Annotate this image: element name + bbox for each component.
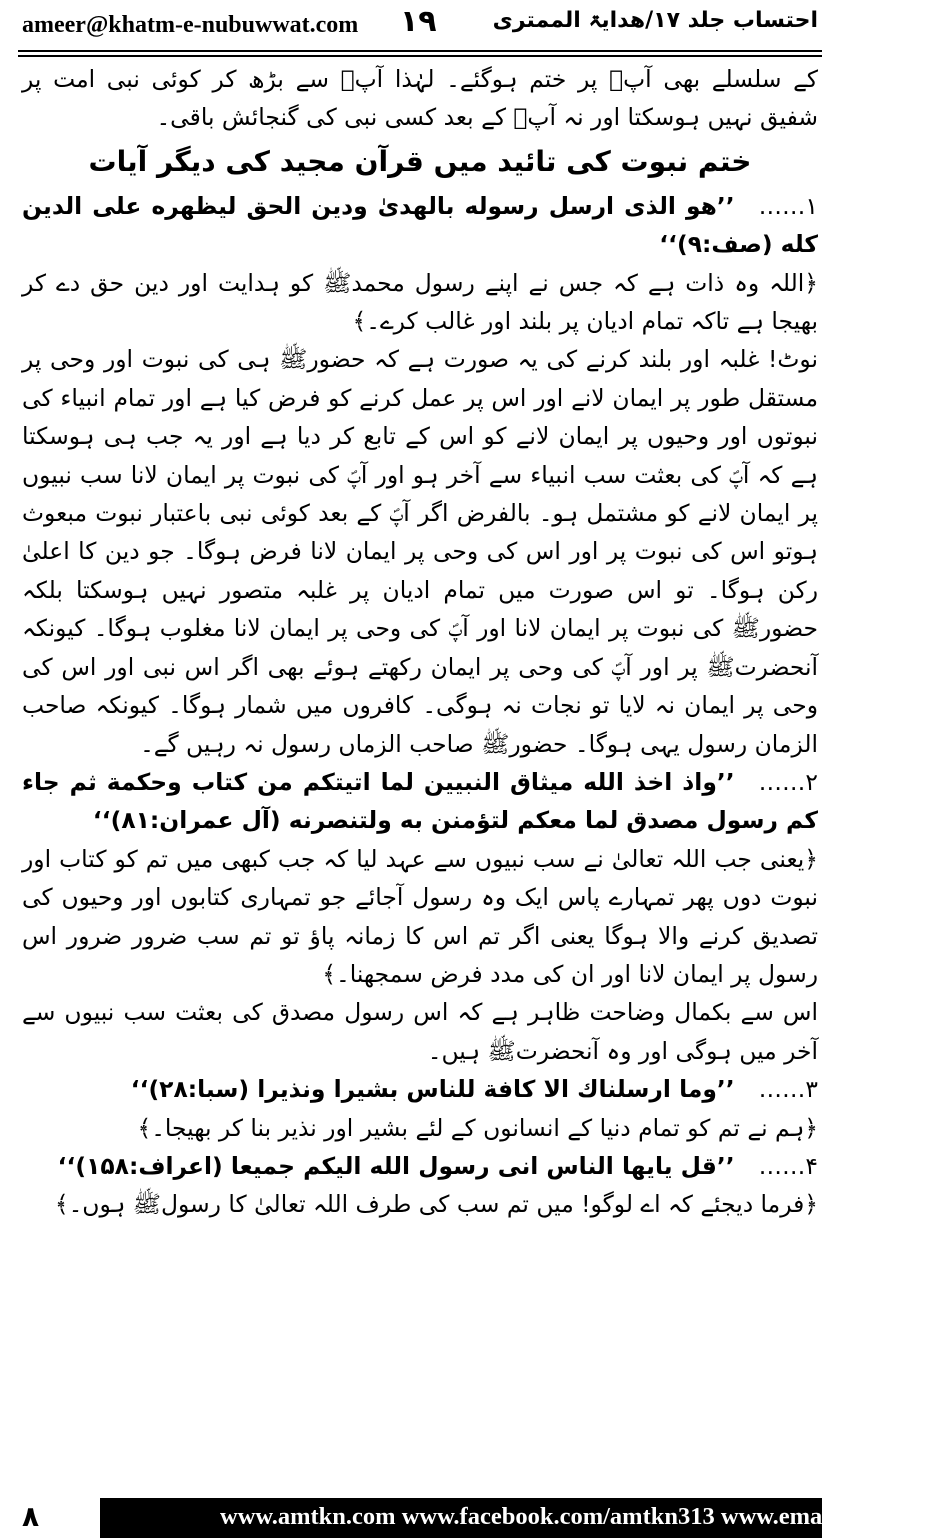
verse-2-explanation: اس سے بکمال وضاحت ظاہر ہے کہ اس رسول مصدق کی بعثت سب نبیوں سے آخر میں ہوگی اور وہ آنحضرتﷺ ہیں۔ bbox=[22, 998, 818, 1065]
verse-4-number: ۴…… bbox=[758, 1151, 818, 1180]
note-paragraph: نوٹ! غلبہ اور بلند کرنے کی یہ صورت ہے کہ حضورﷺ ہی کی نبوت اور وحی پر مستقل طور پر ایمان لانے اور اس پر عمل کرنے کو فرض کیا ہے اور تمام انبیاء کی نبوتوں اور وحیوں پر ایمان لانے کو اس کے تابع کر دیا ہے اور یہ جب ہی ہوسکتا ہے کہ آپؐ کی بعثت سب انبیاء سے آخر ہو اور آپؐ کی نبوت پر ایمان لانا سب نبیوں پر ایمان لانے کو مشتمل ہو۔ بالفرض اگر آپؐ کے بعد کوئی نبی باعتبار نبوت مبعوث ہوتو اس کی نبوت پر اور اس کی وحی پر ایمان لانا فرض ہوگا۔ جو دین کا اعلیٰ رکن ہوگا۔ تو اس صورت میں تمام ادیان پر غلبہ متصور نہیں ہوسکتا بلکہ حضورﷺ کی نبوت پر ایمان لانا اور آپؐ کی وحی پر ایمان لانا مغلوب ہوگا۔ کیونکہ آنحضرتﷺ پر اور آپؐ کی وحی پر ایمان رکھتے ہوئے بھی اگر اس نبی اور اس کی وحی پر ایمان نہ لایا تو نجات نہ ہوگی۔ کافروں میں شمار ہوگا۔ کیونکہ صاحب الزمان رسول یہی ہوگا۔ حضورﷺ صاحب الزماں رسول نہ رہیں گے۔ bbox=[22, 345, 818, 758]
footer-bar bbox=[100, 1498, 929, 1538]
verse-1-number: ۱…… bbox=[758, 191, 818, 220]
page-number: ۱۹ bbox=[400, 4, 437, 39]
page-header bbox=[0, 0, 840, 58]
verse-2-translation: ﴿یعنی جب اللہ تعالیٰ نے سب نبیوں سے عہد لیا کہ جب کبھی میں تم کو کتاب اور نبوت دوں پھر تمہارے پاس ایک وہ رسول آجائے جو تمہاری کتابوں اور وحیوں کی تصدیق کرنے والا ہوگا یعنی اگر تم اس کا زمانہ پاؤ تو تم سب ضرور ضرور اس رسول پر ایمان لانا اور ان کی مدد فرض سمجھنا۔﴾ bbox=[22, 844, 818, 988]
verse-2-arabic bbox=[22, 763, 818, 840]
header-rule-top bbox=[18, 50, 822, 52]
verse-3-arabic bbox=[22, 1070, 818, 1108]
verse-4-translation: ﴿فرما دیجئے کہ اے لوگو! میں تم سب کی طرف اللہ تعالیٰ کا رسولﷺ ہوں۔﴾ bbox=[54, 1190, 818, 1219]
verse-4-text: ’’قل یایھا الناس انی رسول الله الیکم جمیعا (اعراف:۱۵۸)‘‘ bbox=[57, 1151, 735, 1180]
page-body bbox=[22, 60, 818, 1224]
verse-3-number: ۳…… bbox=[758, 1075, 818, 1104]
intro-paragraph: کے سلسلے بھی آپؐ پر ختم ہوگئے۔ لہٰذا آپؐ سے بڑھ کر کوئی نبی امت پر شفیق نہیں ہوسکتا اور نہ آپؐ کے بعد کسی نبی کی گنجائش باقی۔ bbox=[22, 65, 818, 132]
verse-3-translation: ﴿ہم نے تم کو تمام دنیا کے انسانوں کے لئے بشیر اور نذیر بنا کر بھیجا۔﴾ bbox=[137, 1113, 818, 1142]
book-title: احتساب جلد ۱۷/ھدایۃ الممتری bbox=[492, 8, 818, 33]
verse-1-arabic bbox=[22, 187, 818, 264]
header-email: ameer@khatm-e-nubuwwat.com bbox=[22, 12, 359, 38]
verse-2-number: ۲…… bbox=[758, 767, 818, 796]
page-footer bbox=[0, 1496, 929, 1540]
footer-links[interactable]: www.amtkn.com www.facebook.com/amtkn313 www.emaktaba.info bbox=[220, 1503, 929, 1530]
footer-number: ۸ bbox=[22, 1500, 40, 1533]
verse-4-arabic bbox=[22, 1147, 818, 1185]
section-heading: ختم نبوت کی تائید میں قرآن مجید کی دیگر آیات bbox=[88, 144, 752, 178]
verse-3-text: ’’وما ارسلناك الا کافة للناس بشیرا ونذیرا (سبا:۲۸)‘‘ bbox=[130, 1075, 735, 1104]
verse-1-text: ’’ھو الذی ارسل رسوله بالھدیٰ ودین الحق لیظھره علی الدین کله (صف:۹)‘‘ bbox=[22, 191, 818, 259]
verse-1-translation: ﴿اللہ وہ ذات ہے کہ جس نے اپنے رسول محمدﷺ کو ہدایت اور دین حق دے کر بھیجا ہے تاکہ تمام ادیان پر بلند اور غالب کرے۔﴾ bbox=[22, 268, 818, 336]
verse-2-text: ’’واذ اخذ الله میثاق النبیین لما اتیتکم من کتاب وحکمة ثم جاء کم رسول مصدق لما معکم لتؤمنن به ولتنصرنه (آل عمران:۸۱)‘‘ bbox=[22, 767, 818, 835]
header-rule-bottom bbox=[18, 55, 822, 57]
